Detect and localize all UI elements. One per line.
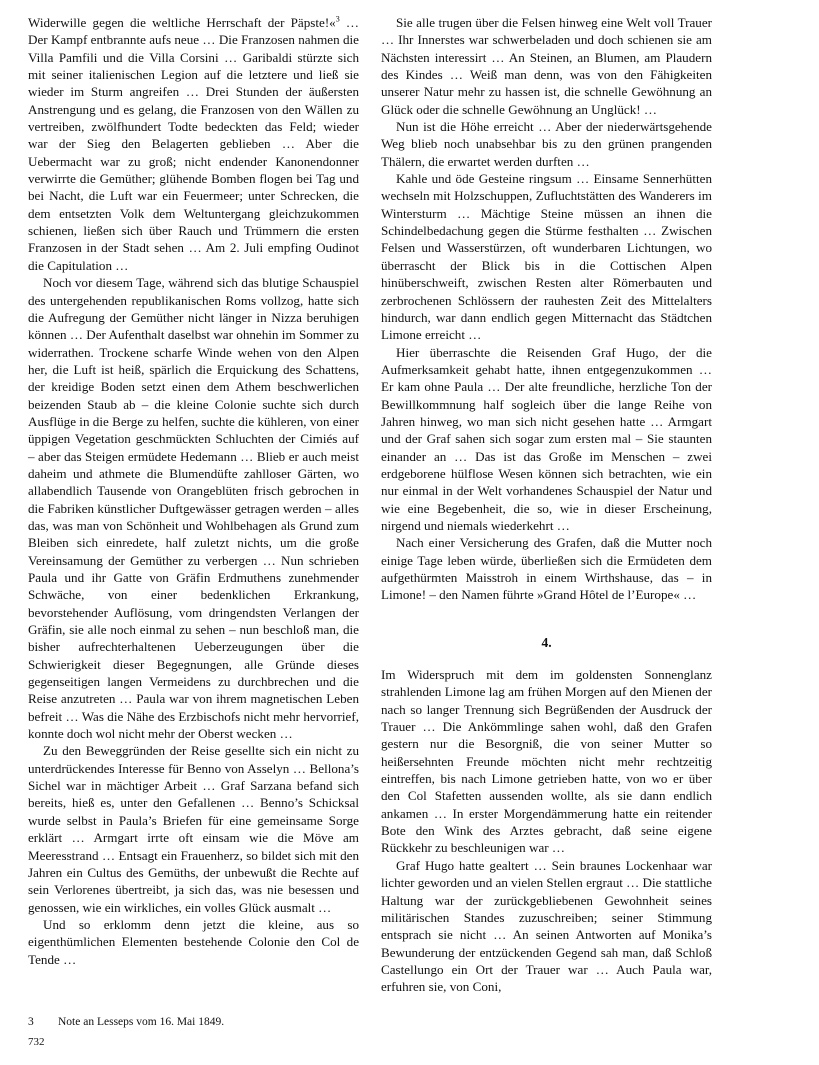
paragraph: Sie alle trugen über die Felsen hinweg eine Welt voll Trauer … Ihr Innerstes war schwerbeladen und doch schienen sie am Nächsten interessirt … An Steinen, an Blumen, am Plaudern des Kindes … Weiß man denn, was von den Fähigkeiten unserer Natur mehr zu hassen ist, die schnelle Gewöhnung an Glück oder die schnelle Gewöhnung an Unglück! … xyxy=(381,15,712,117)
paragraph-text: Widerwille gegen die weltliche Herrschaft der Päpste!« xyxy=(28,15,336,30)
right-column xyxy=(381,14,712,996)
footnote xyxy=(28,1016,428,1028)
left-column xyxy=(28,14,359,968)
paragraph: Kahle und öde Gesteine ringsum … Einsame Sennerhütten wechseln mit Holzschuppen, Zufluchtstätten des Wanderers im Wintersturm … Mächtige Steine müssen an ihnen die Schindelbedachung gegen die Stürme festhalten … Zwischen Felsen und Wasserstürzen, oft wunderbaren Lichtungen, wo überrascht der Blick bis in die Cottischen Alpen hinüberschweift, zwischen Resten alter Römerbauten und zerbrochenen Schlössern der rauhesten Zeit des Mittelalters hindurch, war dann endlich gegen Mitternacht das Städtchen Limone erreicht … xyxy=(381,171,712,343)
paragraph: Nach einer Versicherung des Grafen, daß die Mutter noch einige Tage leben würde, überließen sich die Ermüdeten dem aufgethürmten Maisstroh in einem Wirthshause, das – in Limone! – den Namen führte »Grand Hôtel de l’Europe« … xyxy=(381,535,712,603)
paragraph: Noch vor diesem Tage, während sich das blutige Schauspiel des untergehenden republikanischen Roms vollzog, hatte sich die Aufregung der Gemüther nicht länger in Nizza beruhigen können … Der Aufenthalt daselbst war ohnehin im Sommer zu widerrathen. Trockene scharfe Winde wehen von den Alpen her, die Luft ist heiß, spärlich die Erquickung des Schattens, der kreidige Boden setzt einen dem Athem beschwerlichen beizenden Staub ab – die kleine Colonie suchte sich durch Ausflüge in die Berge zu helfen, suchte die kühleren, von einer üppigen Vegetation geschmückten Schluchten der Cimiés auf – aber das Steigen ermüdete Hedemann … Blieb er auch meist daheim und athmete die Blumendüfte zahlloser Gärten, wo allabendlich Tausende von Orangeblüten frisch gebrochen in die Fabriken künstlicher Duftgewässer getragen werden – alles das, was man von Schönheit und Wohlbehagen als Grund zum Bleiben sich einredete, half zuletzt nichts, um die große Vereinsamung der Gemüther zu verbergen … Nun schrieben Paula und ihr Gatte von Gräfin Erdmuthens zunehmender Schwäche, von einer bedenklichen Erkrankung, bevorstehender Auflösung, vom dringendsten Verlangen der Gräfin, sie alle noch einmal zu sehen – nun beschloß man, die bisher aufrechterhaltenen Ueberzeugungen über die Schwierigkeit dieser Begegnungen, alle Gründe dieses gegenseitigen langen Vermeidens zu durchbrechen und die Reise anzutreten … Paula war von ihrem magnetischen Leben befreit … Was die Nähe des Erzbischofs nicht mehr hervorrief, konnte doch wol nicht mehr der Oberst wecken … xyxy=(28,275,359,742)
paragraph-text: … Der Kampf entbrannte aufs neue … Die Franzosen nahmen die Villa Pamfili und die Villa Corsini … Garibaldi stürzte sich mit seiner italienischen Legion auf die letztere und ließ sie wieder im Sturm angreifen … Drei Stunden der äußersten Anstrengung und es gelang, die Franzosen von den Wällen zu vertreiben, zwölfhundert Todte bedeckten das Feld; wieder war der Sieg den Belagerten geblieben … Aber die Uebermacht war zu groß; nicht endender Kanonendonner verwirrte die Gemüther; glühende Bomben flogen bei Tag und bei Nacht, die Luft war ein Feuermeer; unter Schrecken, die dem entsetzten Volk dem Weltuntergang gleichzukommen schienen, ließen sich über Rauch und Trümmern die ersten Franzosen in der Stadt sehen … Am 2. Juli empfing Oudinot die Capitulation … xyxy=(28,15,360,273)
footnote-number: 3 xyxy=(28,1016,34,1028)
paragraph: Hier überraschte die Reisenden Graf Hugo, der die Aufmerksamkeit gehabt hatte, ihnen entgegenzukommen … Er kam ohne Paula … Der alte freundliche, herzliche Ton der Bewillkommnung half sogleich über die lange Reihe von Jahren hinweg, wo man sich nicht gesehen hatte … Armgart und der Graf sahen sich sogar zum ersten mal – Sie staunten einander an … Das ist das Große im Menschen – zwei erdgeborene hülflose Wesen können sich betrachten, wie ein nur einmal in der Welt vorhandenes Schauspiel der Natur und wie eine Begebenheit, die so, wie in dieser Erscheinung, nirgend und niemals wiederkehrt … xyxy=(381,344,712,533)
paragraph: Zu den Beweggründen der Reise gesellte sich ein nicht zu unterdrückendes Interesse für Benno von Asselyn … Bellona’s Sichel war in mächtiger Arbeit … Graf Sarzana befand sich bereits, hieß es, unter den Gefallenen … Benno’s Schicksal wurde selbst in Paula’s Briefen für eine gemeinsame Sorge erklärt … Armgart irrte oft einsam wie die Möve am Meeresstrand … Entsagt ein Frauenherz, so bildet sich mit den Jahren ein Cultus des Gemüths, der unbewußt die Rechte auf sein Verlorenes übertreibt, ja sich das, was nie besessen und genossen, wie ein wirkliches, ein volles Glück ausmalt … xyxy=(28,743,359,915)
footnote-reference[interactable]: 3 xyxy=(335,14,340,24)
page-number: 732 xyxy=(28,1036,45,1048)
section-heading: 4. xyxy=(541,634,552,650)
footnote-text: Note an Lesseps vom 16. Mai 1849. xyxy=(58,1016,225,1028)
paragraph: Und so erklomm denn jetzt die kleine, aus so eigenthümlichen Elementen bestehende Colonie den Col de Tende … xyxy=(28,916,359,967)
paragraph: Graf Hugo hatte gealtert … Sein braunes Lockenhaar war lichter geworden und an vielen Stellen ergraut … Die stattliche Haltung war der zurückgebliebenen Gewohnheit seines militärischen Standes zuzuschreiben; seiner Stimmung entsprach sie nicht … An seinen Antworten auf Monika’s Bewunderung der entzückenden Gegend sah man, daß Schloß Castellungo ein Ort der Trauer war … Auch Paula war, erfuhren sie, von Coni, xyxy=(381,857,712,995)
paragraph: Nun ist die Höhe erreicht … Aber der niederwärtsgehende Weg blieb noch unabsehbar bis zu den grünen prangenden Thälern, die erwartet werden durften … xyxy=(381,119,712,169)
paragraph xyxy=(28,14,359,274)
paragraph: Im Widerspruch mit dem im goldensten Sonnenglanz strahlenden Limone lag am frühen Morgen auf den Mienen der nach so langer Trennung sich Begrüßenden der Ausdruck der Trauer … Die Ankömmlinge sahen wohl, daß den Grafen gestern nur die Besorgniß, die von seiner Mutter so heißersehnten Freunde möchten nicht mehr rechtzeitig eintreffen, bis nach Limone getrieben hatte, von wo er über den Col Stafetten aussenden wollte, als sie dann endlich ankamen … In erster Morgendämmerung hatte ein reitender Bote den Wink des Arztes gebracht, daß seine eigene Rückkehr zu beschleunigen war … xyxy=(381,667,712,856)
